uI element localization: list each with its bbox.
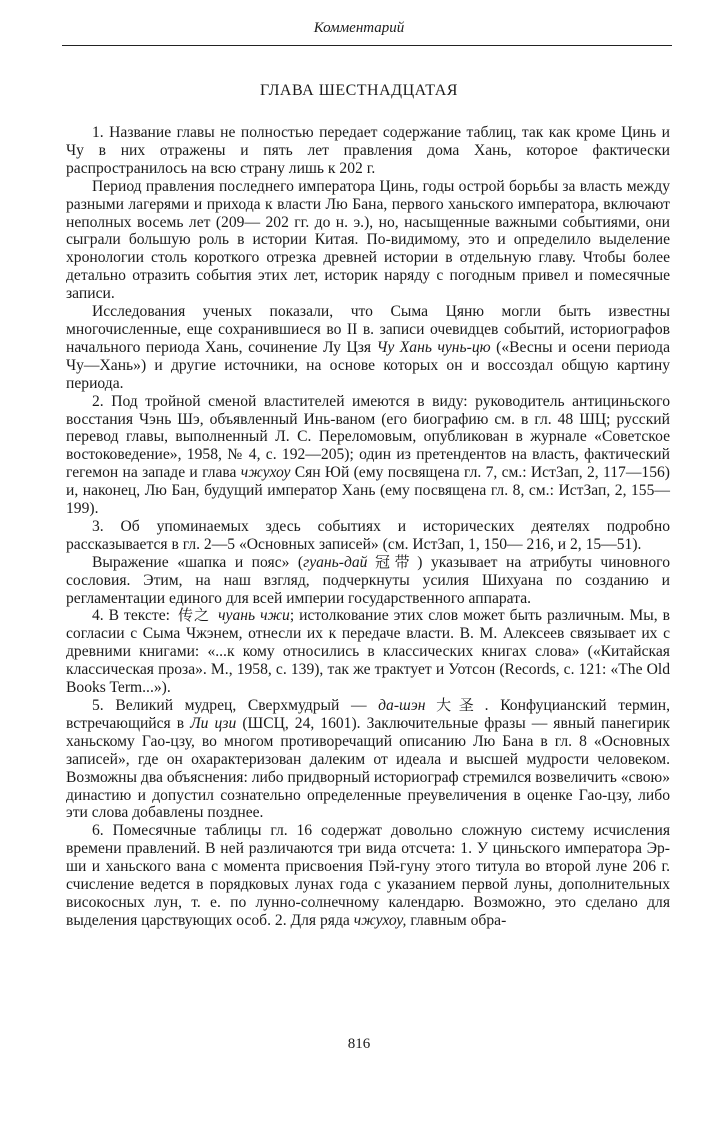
cjk-characters: 大圣	[428, 696, 482, 714]
paragraph-7	[66, 607, 670, 697]
paragraph-3	[66, 303, 670, 393]
italic-term: чжухоу,	[353, 911, 407, 929]
text-run: Выражение «шапка и пояс» (	[92, 553, 304, 571]
text-run: . Конфуцианский термин, встречающийся в	[66, 697, 670, 732]
text-run: главным обра-	[406, 911, 507, 929]
italic-term: да-шэн	[378, 697, 426, 714]
italic-term: гуань-дай	[303, 553, 368, 571]
text-run: 6. Помесячные таблицы гл. 16 содержат довольно сложную систему исчисления времени правлений. В ней различаются три вида отсчета: 1. У циньского императора Эр-ши и ханьского вана с момента присвоения Пэй-гуну этого титула во второй луне 206 г. счисление ведется в порядковых лунах года с указанием первой луны, дополнительных високосных лун, т. е. по лунно-солнечному календарю. Возможно, это сделано для выделения царствующих особ. 2. Для ряда	[66, 822, 670, 929]
commentary-body	[66, 124, 670, 930]
text-run: («Весны и осени периода Чу—Хань») и другие источники, на основе которых он и воссоздал общую картину периода.	[66, 338, 670, 392]
running-head: Комментарий	[313, 20, 405, 36]
paragraph-2: Период правления последнего императора Цинь, годы острой борьбы за власть между разными лагерями и прихода к власти Лю Бана, первого ханьского императора, включают неполных восемь лет (209— 202 гг. до н. э.), но, насыщенные важными событиями, они сыграли большую роль в истории Китая. По-видимому, это и определило выделение хронологии столь короткого отрезка древней истории в отдельную главу. Чтобы более детально отразить события этих лет, историк наряду с погодным привел и помесячные записи.	[66, 177, 670, 303]
paragraph-9	[66, 822, 670, 929]
paragraph-5: 3. Об упоминаемых здесь событиях и исторических деятелях подробно рассказывается в гл. 2—5 «Основных записей» (см. ИстЗап, 1, 150— 216, и 2, 15—51).	[66, 517, 670, 553]
paragraph-4	[66, 393, 670, 518]
chapter-title: ГЛАВА ШЕСТНАДЦАТАЯ	[260, 82, 458, 99]
italic-term: Ли цзи	[190, 714, 237, 732]
page-number: 816	[347, 1036, 371, 1052]
paragraph-6	[66, 554, 670, 608]
italic-term: Чу Хань чунь-цю	[376, 338, 491, 356]
header-rule	[62, 45, 672, 46]
text-run: 2. Под тройной сменой властителей имеются в виду: руководитель антициньского восстания Чэнь Шэ, объявленный Инь-ваном (его биографию см. в гл. 48 ШЦ; русский перевод главы, выполненный Л. С. Переломовым, опубликован в журнале «Советское востоковедение», 1958, № 4, с. 192—205); один из претендентов на власть, фактический гегемон на западе и глава	[66, 392, 670, 482]
text-run: 4. В тексте:	[92, 607, 175, 625]
text-run: Исследования ученых показали, что Сыма Цяню могли быть известны многочисленные, еще сохранившиеся во II в. записи очевидцев событий, историографов начального периода Хань, сочинение Лу Цзя	[66, 303, 670, 356]
cjk-characters: 传之	[177, 606, 211, 625]
text-run: (ШСЦ, 24, 1601). Заключительные фразы — явный панегирик ханьскому Гао-цзу, во многом противоречащий описанию Лю Бана в гл. 8 «Основных записей», где он охарактеризован далеким от идеала и высшей мудрости человеком. Возможны два объяснения: либо придворный историограф стремился возвеличить «свою» династию и допустил сознательно определенные преувеличения в оценке Гао-цзу, либо эти слова добавлены позднее.	[66, 714, 670, 822]
paragraph-1: 1. Название главы не полностью передает содержание таблиц, так как кроме Цинь и Чу в них отражены и пять лет правления дома Хань, которое фактически распространилось на всю страну лишь к 202 г.	[66, 124, 670, 177]
italic-term: чуань чжи	[218, 607, 290, 625]
paragraph-8	[66, 697, 670, 822]
text-run: 5. Великий мудрец, Сверхмудрый —	[92, 697, 379, 714]
italic-term: чжухоу	[240, 464, 291, 482]
text-run: ) указывает на атрибуты чиновного сословия. Этим, на наш взгляд, подчеркнуты усилия Шихуана по созданию и регламентации единого для всей империи государственного аппарата.	[66, 553, 670, 607]
text-run: ; истолкование этих слов может быть различным. Мы, в согласии с Сыма Чжэнем, отнесли их к передаче власти. В. М. Алексеев связывает их с древними книгами: «...к кому относились в классических книгах слова» («Китайская классическая проза». М., 1958, с. 139), так же трактует и Уотсон (Records, с. 121: «The Old Books Term...»).	[66, 607, 670, 697]
text-run: Сян Юй (ему посвящена гл. 7, см.: ИстЗап, 2, 117—156) и, наконец, Лю Бан, будущий император Хань (ему посвящена гл. 8, см.: ИстЗап, 2, 155—199).	[66, 464, 670, 518]
cjk-characters: 冠带	[370, 552, 415, 571]
